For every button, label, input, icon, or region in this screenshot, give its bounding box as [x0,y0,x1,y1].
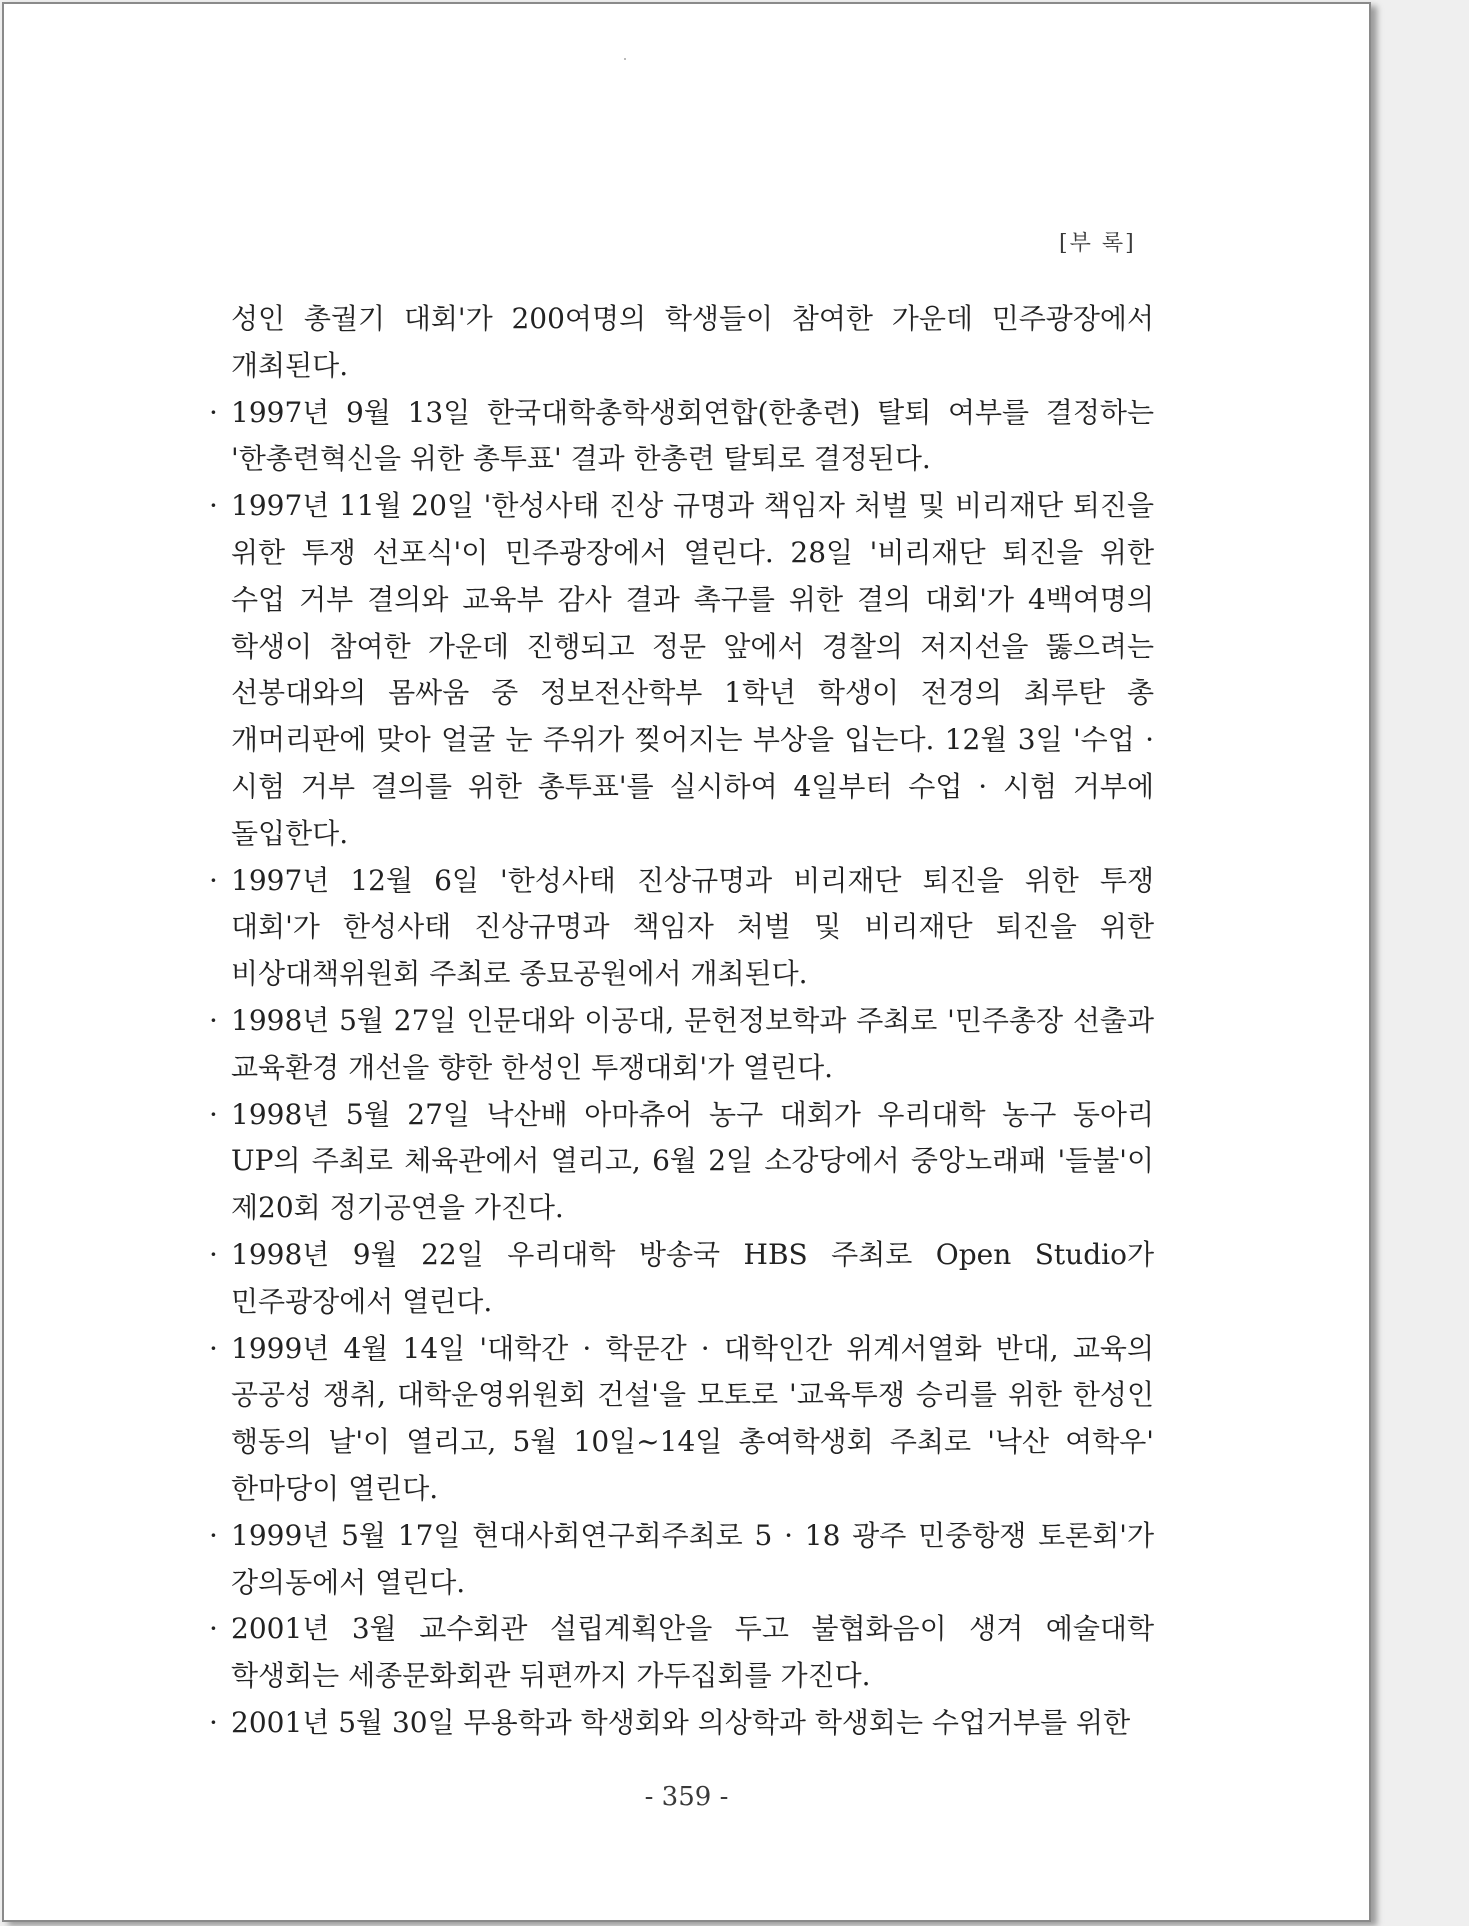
list-item [209,1513,1154,1607]
list-item [209,998,1154,1092]
bullet: · [209,1705,218,1739]
bullet: · [209,489,218,523]
entry-text: 1998년 9월 22일 우리대학 방송국 HBS 주최로 Open Studio가 민주광장에서 열린다. [231,1237,1154,1318]
entry-text: 2001년 3월 교수회관 설립계획안을 두고 불협화음이 생겨 예술대학 학생회는 세종문화회관 뒤편까지 가두집회를 가진다. [231,1612,1154,1693]
entry-text: 1999년 5월 17일 현대사회연구회주최로 5 · 18 광주 민중항쟁 토론회'가 강의동에서 열린다. [231,1518,1154,1599]
bullet: · [209,1331,218,1365]
list-item [209,1232,1154,1326]
list-item [209,1700,1154,1747]
entry-text: 1999년 4월 14일 '대학간 · 학문간 · 대학인간 위계서열화 반대, 교육의 공공성 쟁취, 대학운영위원회 건설'을 모토로 '교육투쟁 승리를 위한 한성인 행동의 날'이 열리고, 5월 10일~14일 총여학생회 주최로 '낙산 여학우' 한마당이 열린다. [231,1331,1154,1505]
bullet: · [209,1003,218,1037]
bullet: · [209,1097,218,1131]
continuation-paragraph: 성인 총궐기 대회'가 200여명의 학생들이 참여한 가운데 민주광장에서 개최된다. [231,302,1154,382]
scan-speck [624,58,626,60]
bullet: · [209,395,218,429]
section-header: [부 록] [1059,231,1136,256]
entry-text: 2001년 5월 30일 무용학과 학생회와 의상학과 학생회는 수업거부를 위한 [231,1705,1131,1739]
entry-text: 1997년 11월 20일 '한성사태 진상 규명과 책임자 처벌 및 비리재단 퇴진을 위한 투쟁 선포식'이 민주광장에서 열린다. 28일 '비리재단 퇴진을 위한 수업 거부 결의와 교육부 감사 결과 촉구를 위한 결의 대회'가 4백여명의 학생이 참여한 가운데 진행되고 정문 앞에서 경찰의 저지선을 뚫으려는 선봉대와의 몸싸움 중 정보전산학부 1학년 학생이 전경의 최루탄 총 개머리판에 맞아 얼굴 눈 주위가 찢어지는 부상을 입는다. 12월 3일 '수업 · 시험 거부 결의를 위한 총투표'를 실시하여 4일부터 수업 · 시험 거부에 돌입한다. [231,489,1154,850]
entry-text: 1998년 5월 27일 낙산배 아마츄어 농구 대회가 우리대학 농구 동아리 UP의 주최로 체육관에서 열리고, 6월 2일 소강당에서 중앙노래패 '들불'이 제20회 정기공연을 가진다. [231,1097,1154,1225]
list-item [209,390,1154,484]
list-item [209,1606,1154,1700]
entry-text: 1998년 5월 27일 인문대와 이공대, 문헌정보학과 주최로 '민주총장 선출과 교육환경 개선을 향한 한성인 투쟁대회'가 열린다. [231,1003,1154,1084]
bullet: · [209,863,218,897]
bullet: · [209,1612,218,1646]
page-number: - 359 - [644,1782,729,1812]
list-item [209,1092,1154,1232]
list-item [209,858,1154,998]
bullet: · [209,1518,218,1552]
list-item [209,483,1154,857]
bullet: · [209,1237,218,1271]
document-page [2,2,1371,1922]
body-text [209,296,1154,1747]
entry-text: 1997년 9월 13일 한국대학총학생회연합(한총련) 탈퇴 여부를 결정하는 '한총련혁신을 위한 총투표' 결과 한총련 탈퇴로 결정된다. [231,395,1154,476]
entry-text: 1997년 12월 6일 '한성사태 진상규명과 비리재단 퇴진을 위한 투쟁 대회'가 한성사태 진상규명과 책임자 처벌 및 비리재단 퇴진을 위한 비상대책위원회 주최로 종묘공원에서 개최된다. [231,863,1154,991]
list-item [209,1326,1154,1513]
